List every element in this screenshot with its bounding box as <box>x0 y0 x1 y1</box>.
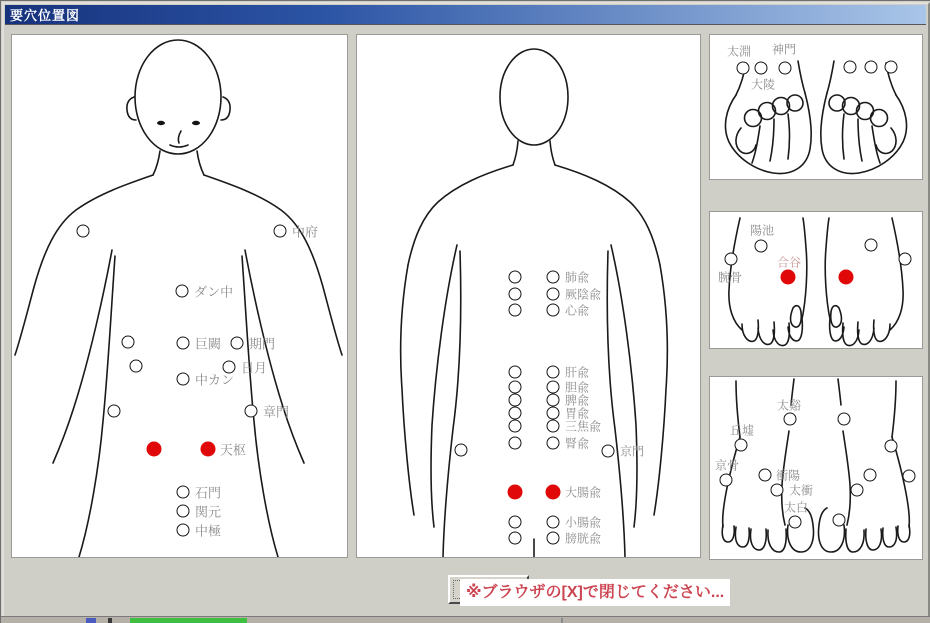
acupoint-label: 太谿 <box>776 398 802 413</box>
acupoint-label: ダン中 <box>194 284 234 300</box>
acupoint <box>789 516 802 529</box>
panel-feet <box>709 376 923 560</box>
close-notice: ※ブラウザの[X]で閉じてください... <box>460 579 730 606</box>
acupoint <box>509 532 522 545</box>
panel-hands-wrist <box>709 34 923 180</box>
acupoint <box>509 394 522 407</box>
acupoint <box>130 360 143 373</box>
acupoint <box>176 285 189 298</box>
acupoint <box>547 271 560 284</box>
acupoint <box>833 514 846 527</box>
acupoint <box>547 437 560 450</box>
acupoint <box>737 62 750 75</box>
taskbar-green-button-fragment <box>130 618 247 623</box>
acupoint-label: 胆兪 <box>565 380 590 395</box>
acupoint-label: 太淵 <box>726 44 752 59</box>
acupoint <box>509 381 522 394</box>
acupoint-label: 太衝 <box>789 483 814 498</box>
acupoint-label: 京骨 <box>714 458 740 473</box>
acupoint <box>547 381 560 394</box>
acupoint <box>547 394 560 407</box>
acupoint-label: 腎兪 <box>565 436 590 451</box>
taskbar-divider <box>561 618 563 623</box>
acupoint <box>547 420 560 433</box>
acupoint-label: 章門 <box>263 404 290 420</box>
back-body-figure <box>357 35 700 557</box>
acupoint <box>509 420 522 433</box>
acupoint <box>122 336 135 349</box>
acupoint <box>509 304 522 317</box>
acupoint-label: 関元 <box>195 504 222 520</box>
acupoint <box>851 484 864 497</box>
acupoint <box>838 413 851 426</box>
acupoint-label: 腕骨 <box>717 270 743 285</box>
acupoint <box>177 337 190 350</box>
acupoint <box>455 444 468 457</box>
acupoint <box>725 253 738 266</box>
panel-hands-back <box>709 211 923 349</box>
acupoint <box>177 373 190 386</box>
acupoint <box>885 61 898 74</box>
taskbar-icon-fragment <box>86 618 96 623</box>
acupoint <box>755 62 768 75</box>
acupoint-label: 胃兪 <box>565 406 590 421</box>
acupoint-marked <box>546 485 561 500</box>
acupoint <box>547 366 560 379</box>
acupoint <box>231 337 244 350</box>
acupoint-label: 大腸兪 <box>565 485 602 500</box>
acupoint <box>77 225 90 238</box>
acupoint <box>547 407 560 420</box>
acupoint <box>509 271 522 284</box>
acupoint-label: 合谷 <box>776 255 802 270</box>
acupoint-label: 巨闕 <box>195 336 222 352</box>
acupoint <box>509 516 522 529</box>
acupoint-label: 中極 <box>195 523 222 539</box>
acupoint <box>509 366 522 379</box>
feet-figure <box>710 377 922 559</box>
acupoint-label: 厥陰兪 <box>565 287 602 302</box>
acupoint <box>755 240 768 253</box>
acupoint-marked <box>839 270 854 285</box>
acupoint-label: 脾兪 <box>565 393 590 408</box>
acupoint-label: 太白 <box>783 500 809 515</box>
acupoint-marked <box>508 485 523 500</box>
panel-back-body <box>356 34 701 558</box>
panel-front-body <box>11 34 348 558</box>
acupoint-label: 天枢 <box>220 442 247 458</box>
window-title: 要穴位置図 <box>10 8 81 23</box>
acupoint-label: 中府 <box>292 224 319 240</box>
acupoint <box>865 239 878 252</box>
acupoint <box>177 505 190 518</box>
acupoint <box>771 484 784 497</box>
taskbar-strip <box>1 616 930 623</box>
acupoint <box>509 288 522 301</box>
acupoint-label: 丘墟 <box>729 423 755 438</box>
acupoint-marked <box>781 270 796 285</box>
acupoint <box>903 470 916 483</box>
acupoint-label: 陽池 <box>749 223 775 238</box>
acupoint-label: 中カン <box>195 372 235 388</box>
acupoint <box>899 253 912 266</box>
acupoint <box>735 439 748 452</box>
acupoint <box>274 225 287 238</box>
acupoint-label: 小腸兪 <box>565 515 602 530</box>
acupoint <box>547 516 560 529</box>
acupoint <box>602 445 615 458</box>
acupoint <box>865 61 878 74</box>
acupoint-marked <box>147 442 162 457</box>
acupoint-label: 日月 <box>241 360 268 376</box>
acupoint-label: 心兪 <box>565 303 590 318</box>
acupoint <box>547 288 560 301</box>
acupoint <box>547 304 560 317</box>
acupoint <box>509 437 522 450</box>
acupoint <box>720 474 733 487</box>
acupoint <box>245 405 258 418</box>
acupoint-marked <box>201 442 216 457</box>
acupoint-label: 肝兪 <box>565 365 590 380</box>
acupoint-label: 神門 <box>771 42 797 57</box>
acupoint <box>547 532 560 545</box>
acupoint <box>759 469 772 482</box>
acupoint <box>784 413 797 426</box>
acupoint-label: 膀胱兪 <box>565 531 602 546</box>
acupoint <box>864 469 877 482</box>
acupoint-label: 石門 <box>195 485 222 501</box>
acupoint-label: 京門 <box>620 444 645 459</box>
acupoint-label: 衝陽 <box>776 468 801 483</box>
acupoint-label: 期門 <box>249 336 276 352</box>
acupoint <box>885 440 898 453</box>
acupoint-label: 三焦兪 <box>565 419 602 434</box>
acupoint <box>779 62 792 75</box>
acupoint <box>509 407 522 420</box>
acupoint <box>177 524 190 537</box>
taskbar-divider <box>108 618 112 623</box>
acupoint <box>177 486 190 499</box>
acupoint-label: 大陵 <box>750 77 776 92</box>
acupoint <box>844 61 857 74</box>
acupoint-label: 肺兪 <box>565 270 590 285</box>
acupoint <box>108 405 121 418</box>
window-titlebar <box>5 5 926 25</box>
